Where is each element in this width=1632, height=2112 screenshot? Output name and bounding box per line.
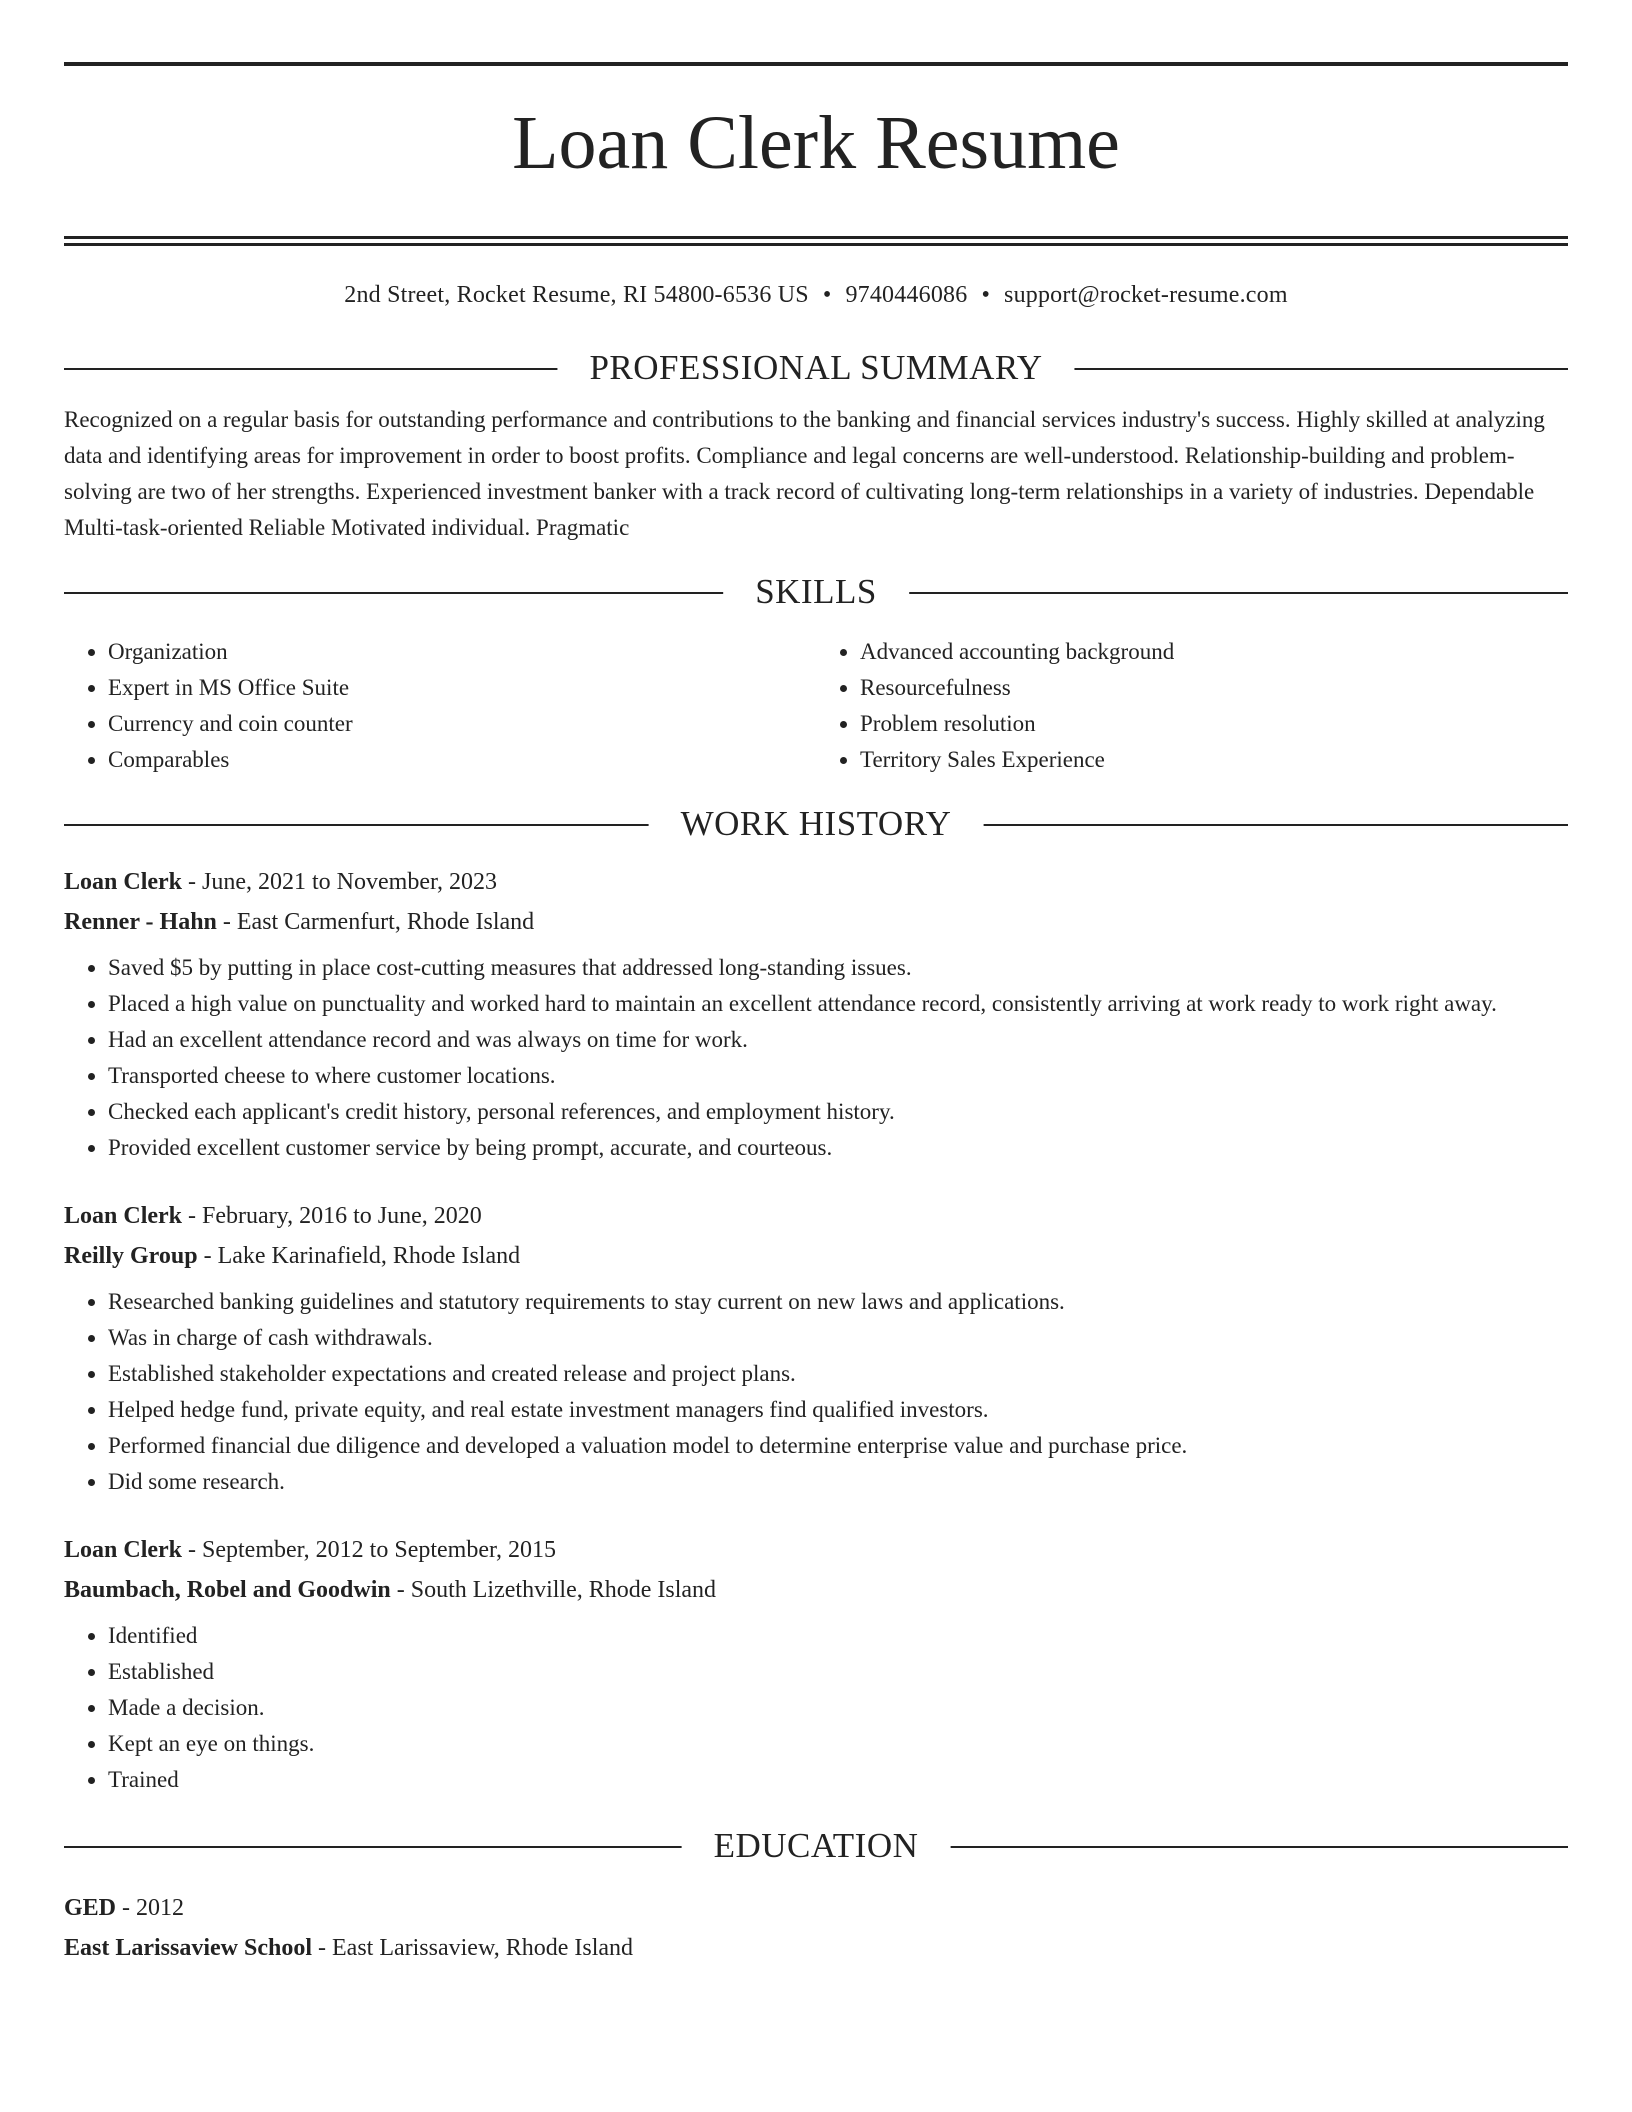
education-section-heading <box>64 1826 1568 1866</box>
job-bullet: • Researched banking guidelines and statutory requirements to stay current on new laws and applications. <box>108 1284 1568 1320</box>
job-bullet: • Checked each applicant's credit history, personal references, and employment history. <box>108 1094 1568 1130</box>
resume-page <box>64 62 1568 1968</box>
skills-column-right <box>816 634 1568 778</box>
job-company-line <box>64 1236 1568 1276</box>
title-double-rule <box>64 236 1568 246</box>
education-school: East Larissaview School <box>64 1935 313 1961</box>
job-title-line <box>64 1196 1568 1236</box>
contact-email: support@rocket-resume.com <box>1004 282 1288 308</box>
job-dates: - June, 2021 to November, 2023 <box>182 869 498 895</box>
job-company: Renner - Hahn <box>64 909 217 935</box>
skills-column-left <box>64 634 816 778</box>
job-bullet: • Placed a high value on punctuality and worked hard to maintain an excellent attendance record, consistently arriving at work ready to work right away. <box>108 986 1568 1022</box>
education-degree-line <box>64 1888 1568 1928</box>
job-title-line <box>64 1530 1568 1570</box>
work-heading-label: WORK HISTORY <box>649 804 984 844</box>
education-year: - 2012 <box>116 1895 185 1921</box>
skill-item: • Problem resolution <box>860 706 1568 742</box>
education-heading-label: EDUCATION <box>682 1826 951 1866</box>
job-bullet: • Did some research. <box>108 1464 1568 1500</box>
education-entry <box>64 1888 1568 1968</box>
job-bullet: • Transported cheese to where customer locations. <box>108 1058 1568 1094</box>
job-location: - East Carmenfurt, Rhode Island <box>216 909 535 935</box>
job-entry <box>64 862 1568 1166</box>
skill-item: • Advanced accounting background <box>860 634 1568 670</box>
job-location: - Lake Karinafield, Rhode Island <box>197 1243 521 1269</box>
job-title: Loan Clerk <box>64 1537 183 1563</box>
job-bullet: • Kept an eye on things. <box>108 1726 1568 1762</box>
skill-item: • Currency and coin counter <box>108 706 816 742</box>
job-bullet: • Had an excellent attendance record and was always on time for work. <box>108 1022 1568 1058</box>
skill-item: • Resourcefulness <box>860 670 1568 706</box>
job-bullets <box>64 950 1568 1166</box>
job-bullet: • Provided excellent customer service by being prompt, accurate, and courteous. <box>108 1130 1568 1166</box>
job-bullet: • Trained <box>108 1762 1568 1798</box>
job-bullet: • Helped hedge fund, private equity, and real estate investment managers find qualified investors. <box>108 1392 1568 1428</box>
education-degree: GED <box>64 1895 117 1921</box>
job-bullet: • Established <box>108 1654 1568 1690</box>
job-company-line <box>64 902 1568 942</box>
skill-item: • Organization <box>108 634 816 670</box>
job-bullets <box>64 1284 1568 1500</box>
skill-item: • Comparables <box>108 742 816 778</box>
summary-text: Recognized on a regular basis for outstanding performance and contributions to the banking and financial services industry's success. Highly skilled at analyzing data and identifying areas for improvement in order to boost profits. Compliance and legal concerns are well-understood. Relationship-building and problem-solving are two of her strengths. Experienced investment banker with a track record of cultivating long-term relationships in a variety of industries. Dependable Multi-task-oriented Reliable Motivated individual. Pragmatic <box>64 407 1545 540</box>
skills-section-heading <box>64 572 1568 612</box>
contact-line <box>64 280 1568 310</box>
skill-item: • Territory Sales Experience <box>860 742 1568 778</box>
contact-separator: • <box>822 282 832 308</box>
job-bullets <box>64 1618 1568 1798</box>
job-entry <box>64 1530 1568 1798</box>
resume-title: Loan Clerk Resume <box>512 101 1120 185</box>
job-bullet: • Made a decision. <box>108 1690 1568 1726</box>
job-company: Reilly Group <box>64 1243 198 1269</box>
skills-heading-label: SKILLS <box>723 572 909 612</box>
summary-heading-label: PROFESSIONAL SUMMARY <box>557 348 1074 388</box>
job-title: Loan Clerk <box>64 869 183 895</box>
job-title: Loan Clerk <box>64 1203 183 1229</box>
job-bullet: • Established stakeholder expectations and created release and project plans. <box>108 1356 1568 1392</box>
job-entry <box>64 1196 1568 1500</box>
job-bullet: • Was in charge of cash withdrawals. <box>108 1320 1568 1356</box>
job-company: Baumbach, Robel and Goodwin <box>64 1577 391 1603</box>
job-title-line <box>64 862 1568 902</box>
skills-list <box>64 634 1568 778</box>
job-location: - South Lizethville, Rhode Island <box>390 1577 717 1603</box>
job-dates: - February, 2016 to June, 2020 <box>182 1203 482 1229</box>
contact-separator: • <box>981 282 991 308</box>
contact-address: 2nd Street, Rocket Resume, RI 54800-6536 US <box>344 282 809 308</box>
work-section-heading <box>64 804 1568 844</box>
job-dates: - September, 2012 to September, 2015 <box>182 1537 557 1563</box>
job-bullet: • Performed financial due diligence and developed a valuation model to determine enterprise value and purchase price. <box>108 1428 1568 1464</box>
contact-phone: 9740446086 <box>845 282 968 308</box>
summary-section-heading <box>64 348 1568 388</box>
education-school-line <box>64 1928 1568 1968</box>
education-location: - East Larissaview, Rhode Island <box>312 1935 634 1961</box>
job-company-line <box>64 1570 1568 1610</box>
skill-item: • Expert in MS Office Suite <box>108 670 816 706</box>
job-bullet: • Saved $5 by putting in place cost-cutting measures that addressed long-standing issues. <box>108 950 1568 986</box>
job-bullet: • Identified <box>108 1618 1568 1654</box>
